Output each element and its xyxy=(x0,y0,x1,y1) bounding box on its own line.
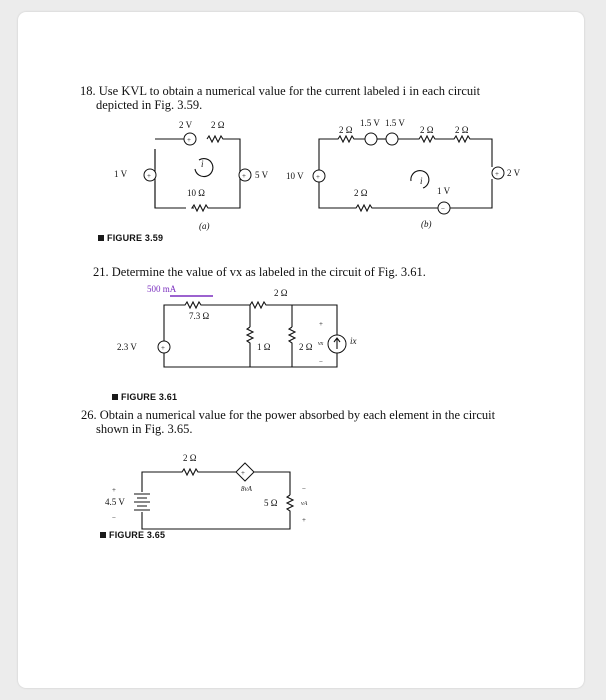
document-page xyxy=(18,12,584,688)
label-10ohm: 10 Ω xyxy=(187,188,205,198)
label-1v-b: 1 V xyxy=(437,186,451,196)
svg-text:+: + xyxy=(242,172,246,180)
label-2ohm-right: 2 Ω xyxy=(299,342,313,352)
svg-text:+: + xyxy=(187,136,191,144)
label-r2: 2 Ω xyxy=(420,125,434,135)
label-plus-battery: + xyxy=(112,486,116,494)
circuit-b xyxy=(286,118,521,229)
question-text-line: 21. Determine the value of vx as labeled in the circuit of Fig. 3.61. xyxy=(93,265,426,279)
label-plus: + xyxy=(319,320,323,328)
label-i-a: i xyxy=(201,159,204,169)
caption-text: FIGURE 3.65 xyxy=(109,530,166,540)
svg-text:−: − xyxy=(441,205,445,213)
label-7-3ohm: 7.3 Ω xyxy=(189,311,210,321)
svg-text:+: + xyxy=(161,344,165,352)
svg-text:+: + xyxy=(316,173,320,181)
label-b: (b) xyxy=(421,219,432,229)
svg-text:+: + xyxy=(241,469,245,477)
question-text-line: 26. Obtain a numerical value for the power absorbed by each element in the circuit xyxy=(81,408,496,422)
label-1v: 1 V xyxy=(114,169,128,179)
label-5v: 5 V xyxy=(255,170,269,180)
caption-marker xyxy=(100,532,106,538)
current-arrow-i xyxy=(195,159,213,177)
label-4-5v: 4.5 V xyxy=(105,497,125,507)
label-2v: 2 V xyxy=(179,120,193,130)
label-r-bottom: 2 Ω xyxy=(354,188,368,198)
caption-text: FIGURE 3.59 xyxy=(107,233,164,243)
label-2ohm-top: 2 Ω xyxy=(274,288,288,298)
figure-caption-359 xyxy=(98,233,163,243)
question-text-line: 18. Use KVL to obtain a numerical value for the current labeled i in each circuit xyxy=(80,84,481,98)
label-i-b: i xyxy=(420,176,423,186)
label-2ohm: 2 Ω xyxy=(183,453,197,463)
caption-text: FIGURE 3.61 xyxy=(121,392,178,402)
label-2ohm: 2 Ω xyxy=(211,120,225,130)
label-2v-b: 2 V xyxy=(507,168,521,178)
label-minus-r: − xyxy=(302,485,306,493)
label-5ohm: 5 Ω xyxy=(264,498,278,508)
question-text-line: shown in Fig. 3.65. xyxy=(96,422,193,436)
caption-marker xyxy=(112,394,118,400)
figure-3-61-circuit xyxy=(18,272,584,402)
voltage-source-1-5v-b xyxy=(386,133,398,145)
circuit-a xyxy=(114,120,269,231)
label-ix: ix xyxy=(350,336,357,346)
label-r3: 2 Ω xyxy=(455,125,469,135)
question-text-line: depicted in Fig. 3.59. xyxy=(96,98,203,112)
label-vx: vx xyxy=(318,341,324,347)
label-v2: 1.5 V xyxy=(385,118,405,128)
figure-caption-361 xyxy=(112,392,177,402)
svg-text:+: + xyxy=(495,170,499,178)
label-10v: 10 V xyxy=(286,171,304,181)
label-1ohm: 1 Ω xyxy=(257,342,271,352)
figure-caption-365 xyxy=(100,530,165,540)
dependent-voltage-source xyxy=(236,463,254,481)
label-v1: 1.5 V xyxy=(360,118,380,128)
label-r1: 2 Ω xyxy=(339,125,353,135)
label-2-3v: 2.3 V xyxy=(117,342,137,352)
figure-3-65-circuit xyxy=(18,432,584,542)
label-minus-battery: − xyxy=(112,514,116,522)
label-500ma: 500 mA xyxy=(147,284,177,294)
svg-text:+: + xyxy=(147,172,151,180)
label-plus-r: + xyxy=(302,516,306,524)
figure-3-59-circuits xyxy=(18,12,584,252)
label-8va: 8vA xyxy=(241,485,252,493)
label-a: (a) xyxy=(199,221,210,231)
voltage-source-1-5v-a xyxy=(365,133,377,145)
label-va: vA xyxy=(301,501,308,507)
caption-marker xyxy=(98,235,104,241)
label-minus: − xyxy=(319,358,323,366)
